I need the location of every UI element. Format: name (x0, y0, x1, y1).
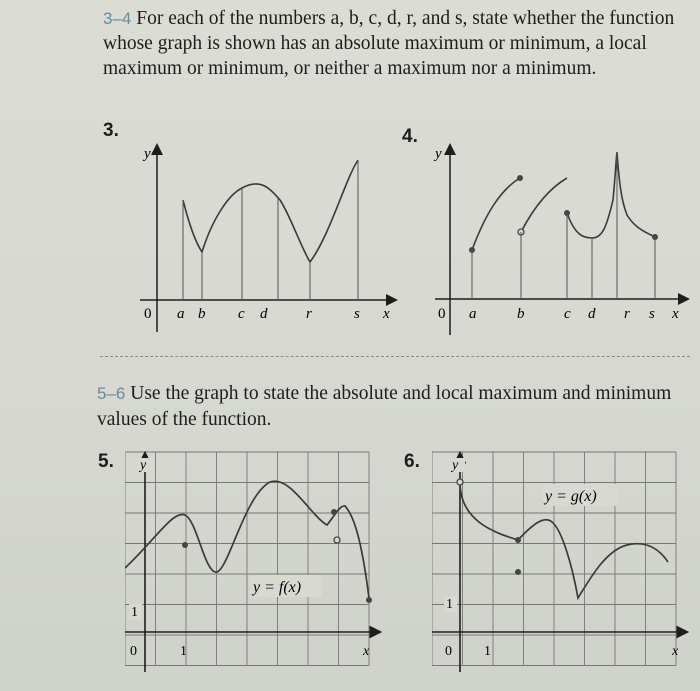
origin-label: 0 (438, 306, 446, 322)
point (517, 175, 523, 181)
curve-label: y = f(x) (253, 579, 302, 596)
y-axis-label: y (140, 458, 147, 473)
section-5-6-instructions (97, 381, 687, 433)
point (182, 542, 188, 548)
x-tick-1: 1 (484, 644, 491, 659)
point (515, 569, 521, 575)
point (366, 597, 372, 603)
origin-label: 0 (130, 644, 137, 659)
x-axis-label: x (383, 306, 390, 322)
tick-d: d (588, 306, 596, 322)
problem-4-label: 4. (402, 126, 418, 147)
x-tick-1: 1 (180, 644, 187, 659)
tick-b: b (517, 306, 525, 322)
point (515, 537, 521, 543)
y-tick-1: 1 (446, 597, 453, 612)
curve-segment-3 (567, 152, 655, 238)
tick-b: b (198, 306, 206, 322)
problem-3-label: 3. (103, 120, 119, 141)
drop-lines (183, 160, 358, 300)
curve-segment-2 (521, 178, 567, 232)
graph-problem-3 (120, 140, 410, 345)
problem-5-label: 5. (98, 451, 114, 472)
tick-a: a (469, 306, 477, 322)
section-3-4-instructions (103, 6, 688, 81)
tick-s: s (354, 306, 360, 322)
point (331, 509, 337, 515)
section-number: 5–6 (97, 384, 126, 403)
drop-lines (472, 152, 655, 299)
tick-c: c (238, 306, 245, 322)
curve (183, 160, 358, 262)
y-axis-label: y (435, 146, 442, 162)
tick-s: s (649, 306, 655, 322)
tick-a: a (177, 306, 185, 322)
tick-r: r (306, 306, 312, 322)
tick-c: c (564, 306, 571, 322)
open-point (457, 479, 463, 485)
y-axis-label: y (452, 458, 459, 473)
grid (125, 452, 369, 666)
origin-label: 0 (445, 644, 452, 659)
graph-problem-6 (432, 450, 694, 675)
x-axis-label: x (363, 644, 370, 659)
curve-label: y = g(x) (545, 488, 597, 505)
x-axis-label: x (672, 644, 679, 659)
open-point (334, 537, 340, 543)
y-tick-1: 1 (131, 605, 138, 620)
tick-d: d (260, 306, 268, 322)
graph-problem-4 (425, 140, 695, 345)
origin-label: 0 (144, 306, 152, 322)
x-axis-label: x (672, 306, 679, 322)
section-text: For each of the numbers a, b, c, d, r, and s, state whether the function whose graph is shown has an absolute maximum or minimum, a local maximum or minimum, or neither a maximum nor a minimum. (103, 8, 675, 79)
graph-problem-5 (125, 450, 387, 675)
curve-segment-1 (472, 178, 520, 250)
y-axis-label: y (144, 146, 151, 162)
section-divider (100, 356, 690, 357)
tick-r: r (624, 306, 630, 322)
section-number: 3–4 (103, 9, 132, 28)
problem-6-label: 6. (404, 451, 420, 472)
section-text: Use the graph to state the absolute and local maximum and minimum values of the function. (97, 383, 672, 430)
